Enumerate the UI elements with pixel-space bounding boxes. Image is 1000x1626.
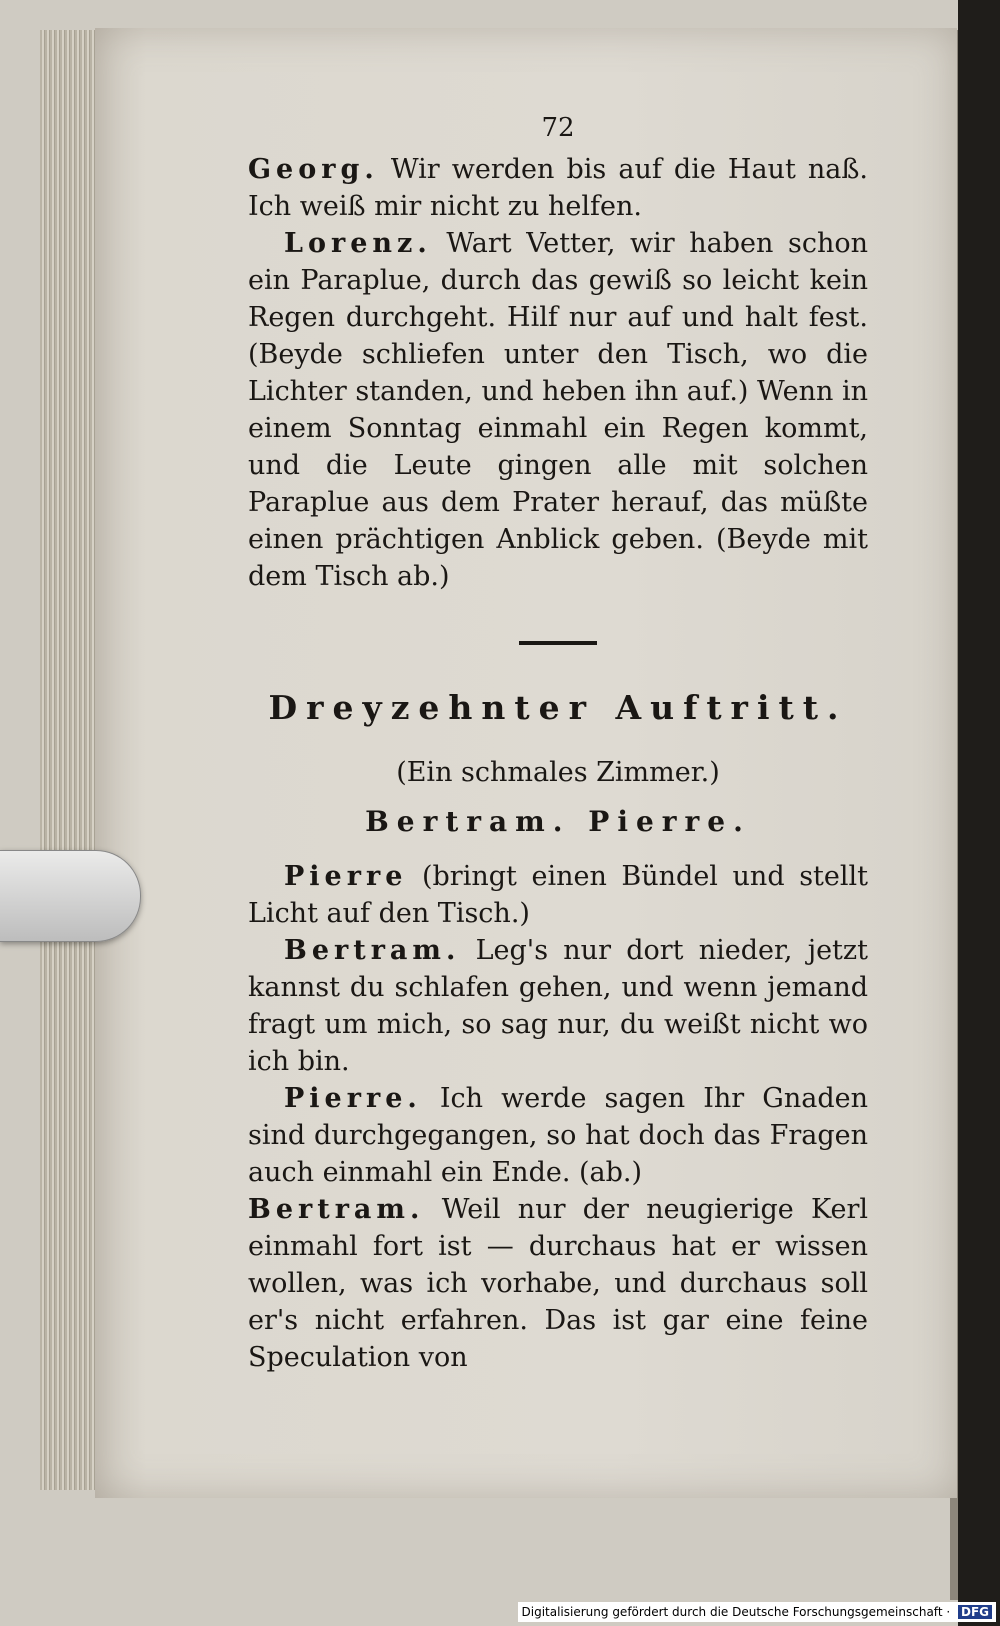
dialogue-paragraph [248, 932, 868, 1080]
dialogue-text: Wart Vetter, wir haben schon ein Paraplue, durch das gewiß so leicht kein Regen durchgeht. Hilf nur auf und halt fest. (Beyde schliefen unter den Tisch, wo die Lichter standen, und heben ihn auf.) Wenn in einem Sonntag einmahl ein Regen kommt, und die Leute gingen alle mit solchen Paraplue aus dem Prater herauf, das müßte einen prächtigen Anblick geben. (Beyde mit dem Tisch ab.) [248, 228, 868, 592]
stage-direction: (Ein schmales Zimmer.) [396, 757, 720, 788]
speaker-name: Pierre. [284, 1083, 422, 1114]
dialogue-text: Weil nur der neugierige Kerl einmahl fort ist — durchaus hat er wissen wollen, was ich vorhabe, und durchaus soll er's nicht erfahren. Das ist gar eine feine Speculation von [248, 1194, 868, 1373]
dialogue-paragraph [248, 225, 868, 595]
dialogue-paragraph [248, 151, 868, 225]
dialogue-paragraph [248, 858, 868, 932]
speaker-name: Georg. [248, 154, 379, 185]
scan-border [958, 0, 1000, 1626]
scene-heading: Dreyzehnter Auftritt. [268, 688, 848, 727]
dialogue-paragraph [248, 1080, 868, 1191]
dialogue-text: Leg's nur dort nieder, jetzt kannst du schlafen gehen, und wenn jemand fragt um mich, so sag nur, du weißt nicht wo ich bin. [248, 935, 868, 1077]
dialogue-text: (bringt einen Bündel und stellt Licht auf den Tisch.) [248, 861, 869, 929]
dialogue-text: Ich werde sagen Ihr Gnaden sind durchgegangen, so hat doch das Fragen auch einmahl ein Ende. (ab.) [248, 1083, 868, 1188]
digitization-credit: Digitalisierung gefördert durch die Deutsche Forschungsgemeinschaft · DFG [518, 1602, 996, 1622]
speaker-name: Pierre [284, 861, 408, 892]
speaker-name: Bertram. [284, 935, 461, 966]
dialogue-paragraph [248, 1191, 868, 1376]
section-divider [519, 641, 597, 645]
credit-text: Digitalisierung gefördert durch die Deutsche Forschungsgemeinschaft [521, 1605, 943, 1619]
dialogue-text: Wir werden bis auf die Haut naß. Ich weiß mir nicht zu helfen. [248, 154, 868, 222]
speaker-name: Lorenz. [284, 228, 432, 259]
speaker-name: Bertram. [248, 1194, 425, 1225]
dfg-logo: DFG [958, 1605, 992, 1619]
page-text [248, 110, 868, 1376]
character-list: Bertram. Pierre. [365, 805, 751, 838]
page-number: 72 [541, 113, 575, 143]
page-clip [0, 850, 141, 942]
